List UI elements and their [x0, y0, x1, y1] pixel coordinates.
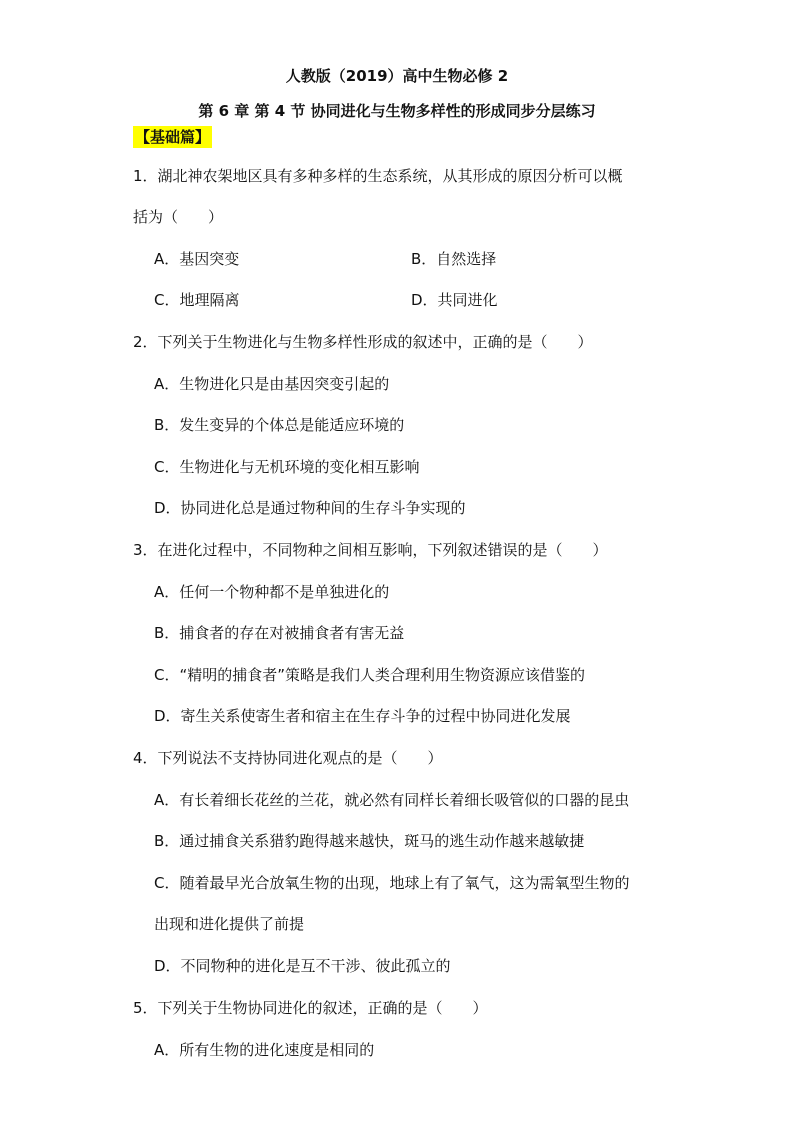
question-2-option-a: A．生物进化只是由基因突变引起的: [154, 375, 390, 393]
question-4-option-d: D．不同物种的进化是互不干涉、彼此孤立的: [154, 957, 451, 975]
question-1-option-c: C．地理隔离: [154, 291, 240, 309]
question-2-option-c: C．生物进化与无机环境的变化相互影响: [154, 458, 420, 476]
document-subtitle: 第 6 章 第 4 节 协同进化与生物多样性的形成同步分层练习: [198, 102, 596, 120]
question-2-stem: 2．下列关于生物进化与生物多样性形成的叙述中，正确的是（ ）: [133, 333, 593, 351]
question-3-stem: 3．在进化过程中，不同物种之间相互影响，下列叙述错误的是（ ）: [133, 541, 608, 559]
question-3-option-d: D．寄生关系使寄生者和宿主在生存斗争的过程中协同进化发展: [154, 707, 571, 725]
question-4-option-c: C．随着最早光合放氧生物的出现，地球上有了氧气，这为需氧型生物的: [154, 874, 630, 892]
question-2-option-b: B．发生变异的个体总是能适应环境的: [154, 416, 405, 434]
question-4-option-a: A．有长着细长花丝的兰花，就必然有同样长着细长吸管似的口器的昆虫: [154, 791, 630, 809]
question-1-stem: 1．湖北神农架地区具有多种多样的生态系统，从其形成的原因分析可以概: [133, 167, 623, 185]
question-5-stem: 5．下列关于生物协同进化的叙述，正确的是（ ）: [133, 999, 488, 1017]
question-4-stem: 4．下列说法不支持协同进化观点的是（ ）: [133, 749, 443, 767]
question-1-option-a: A．基因突变: [154, 250, 240, 268]
document-title: 人教版（2019）高中生物必修 2: [285, 67, 509, 85]
question-1-option-d: D．共同进化: [411, 291, 498, 309]
question-3-option-c: C．“精明的捕食者”策略是我们人类合理利用生物资源应该借鉴的: [154, 666, 586, 684]
question-3-option-a: A．任何一个物种都不是单独进化的: [154, 583, 390, 601]
section-label-basic: 【基础篇】: [135, 128, 211, 146]
question-1-stem-cont: 括为（ ）: [133, 208, 224, 226]
question-2-option-d: D．协同进化总是通过物种间的生存斗争实现的: [154, 499, 466, 517]
question-5-option-a: A．所有生物的进化速度是相同的: [154, 1041, 375, 1059]
question-1-option-b: B．自然选择: [411, 250, 497, 268]
question-3-option-b: B．捕食者的存在对被捕食者有害无益: [154, 624, 405, 642]
question-4-option-c-cont: 出现和进化提供了前提: [154, 915, 305, 933]
question-4-option-b: B．通过捕食关系猎豹跑得越来越快，斑马的逃生动作越来越敏捷: [154, 832, 585, 850]
